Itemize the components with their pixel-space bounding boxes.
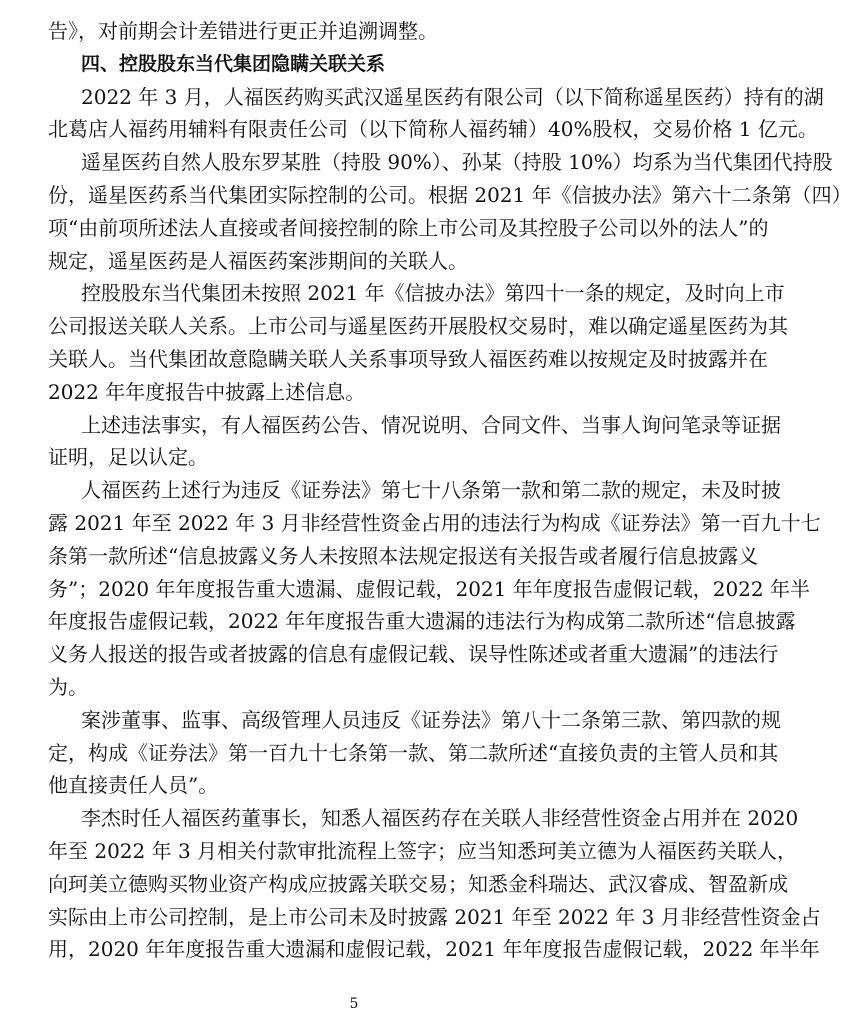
paragraph [48, 81, 824, 147]
text-line: 他直接责任人员”。 [48, 773, 219, 798]
text-line: 年至 2022 年 3 月相关付款审批流程上签字；应当知悉珂美立德为人福医药关联人， [48, 838, 798, 863]
text-line: 用，2020 年年度报告重大遗漏和虚假记载，2021 年年度报告虚假记载，2022 年半年 [48, 937, 820, 962]
paragraph [48, 409, 781, 475]
paragraph [48, 277, 788, 408]
page-number: 5 [349, 996, 359, 1012]
text-line: 人福医药上述行为违反《证券法》第七十八条第一款和第二款的规定，未及时披 [81, 478, 781, 503]
paragraph [48, 474, 821, 704]
text-line: 2022 年 3 月，人福医药购买武汉遥星医药有限公司（以下简称遥星医药）持有的湖 [81, 84, 824, 109]
text-line: 证明，足以认定。 [48, 445, 208, 470]
text-line: 露 2021 年至 2022 年 3 月非经营性资金占用的违法行为构成《证券法》第一百九十七 [48, 510, 821, 535]
text-line: 务”；2020 年年度报告重大遗漏、虚假记载，2021 年年度报告虚假记载，2022 年半 [48, 576, 810, 601]
text-line: 北葛店人福药用辅料有限责任公司（以下简称人福药辅）40%股权，交易价格 1 亿元。 [48, 117, 818, 142]
text-line: 向珂美立德购买物业资产构成应披露关联交易；知悉金科瑞达、武汉睿成、智盈新成 [48, 871, 788, 896]
text-line: 四、控股股东当代集团隐瞒关联关系 [81, 52, 386, 75]
text-line: 定，构成《证券法》第一百九十七条第一款、第二款所述“直接负责的主管人员和其 [48, 740, 779, 765]
paragraph [48, 704, 781, 802]
text-line: 控股股东当代集团未按照 2021 年《信披办法》第四十一条的规定，及时向上市 [81, 281, 785, 306]
text-line: 份，遥星医药系当代集团实际控制的公司。根据 2021 年《信披办法》第六十二条第（四） [48, 182, 852, 207]
text-line: 义务人报送的报告或者披露的信息有虚假记载、误导性陈述或者重大遗漏”的违法行 [48, 642, 779, 667]
text-line: 上述违法事实，有人福医药公告、情况说明、合同文件、当事人询问笔录等证据 [81, 412, 781, 437]
document-page [48, 15, 852, 966]
text-line: 2022 年年度报告中披露上述信息。 [48, 379, 366, 404]
paragraph [48, 146, 852, 277]
section-heading [48, 48, 672, 81]
text-line: 公司报送关联人关系。上市公司与遥星医药开展股权交易时，难以确定遥星医药为其 [48, 314, 788, 339]
text-line: 为。 [48, 674, 88, 699]
paragraph [48, 802, 821, 966]
text-line: 李杰时任人福医药董事长，知悉人福医药存在关联人非经营性资金占用并在 2020 [81, 806, 799, 831]
text-line: 项“由前项所述法人直接或者间接控制的除上市公司及其控股子公司以外的法人”的 [48, 215, 769, 240]
text-line: 案涉董事、监事、高级管理人员违反《证券法》第八十二条第三款、第四款的规 [81, 707, 781, 732]
text-line: 年度报告虚假记载，2022 年年度报告重大遗漏的违法行为构成第二款所述“信息披露 [48, 609, 796, 634]
text-line: 关联人。当代集团故意隐瞒关联人关系事项导致人福医药难以按规定及时披露并在 [48, 346, 768, 371]
text-line: 实际由上市公司控制，是上市公司未及时披露 2021 年至 2022 年 3 月非经营性资金占 [48, 904, 821, 929]
paragraph [48, 15, 672, 48]
text-line: 告》，对前期会计差错进行更正并追溯调整。 [48, 19, 438, 43]
text-line: 规定，遥星医药是人福医药案涉期间的关联人。 [48, 248, 468, 273]
text-line: 遥星医药自然人股东罗某胜（持股 90%）、孙某（持股 10%）均系为当代集团代持股 [81, 150, 833, 175]
text-line: 条第一款所述“信息披露义务人未按照本法规定报送有关报告或者履行信息披露义 [48, 543, 759, 568]
